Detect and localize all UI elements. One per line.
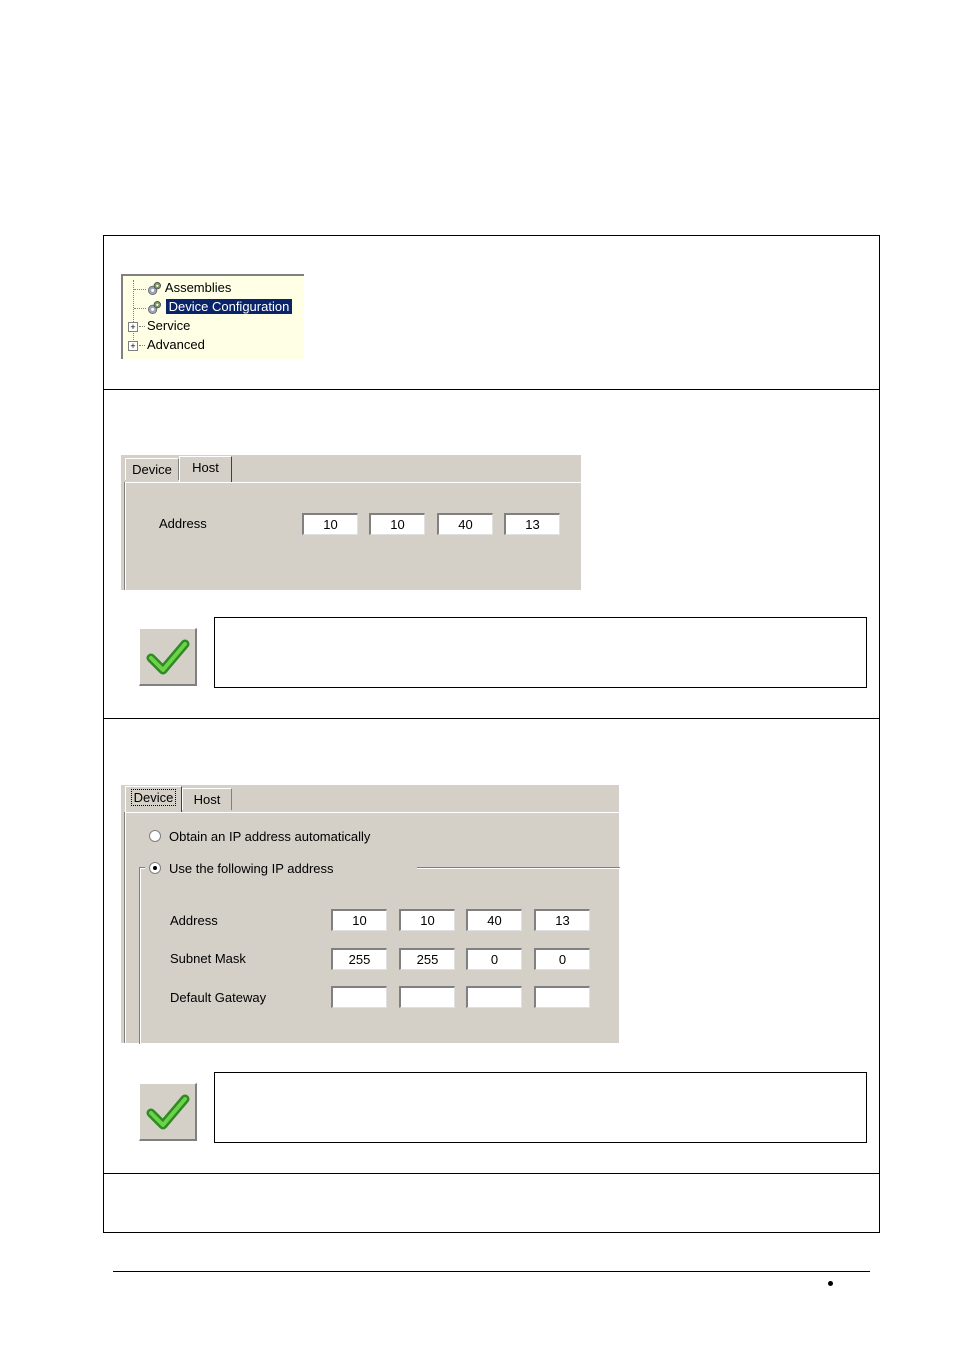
subnet-mask-label: Subnet Mask (170, 951, 246, 966)
address-octet-2[interactable]: 10 (369, 513, 425, 535)
footer-rule (113, 1271, 870, 1272)
gateway-octet-1[interactable] (331, 986, 387, 1008)
tree-item-assemblies[interactable] (147, 279, 231, 297)
address-octet-3[interactable]: 40 (466, 909, 522, 931)
tab-host[interactable]: Host (182, 788, 232, 810)
expand-icon[interactable]: + (128, 341, 138, 351)
tab-label: Device (131, 789, 177, 806)
default-gateway-label: Default Gateway (170, 990, 267, 1005)
tree-item-advanced[interactable] (147, 336, 205, 354)
confirm-button[interactable] (139, 628, 197, 686)
gear-icon (147, 281, 162, 296)
gateway-octet-2[interactable] (399, 986, 455, 1008)
address-octet-4[interactable]: 13 (534, 909, 590, 931)
tree-item-label: Service (147, 318, 191, 333)
tree-line (139, 345, 145, 346)
tree-item-label: Assemblies (164, 280, 232, 295)
footer-bullet (828, 1281, 833, 1286)
host-settings-panel (121, 455, 581, 590)
tab-content-border (125, 482, 581, 483)
address-octet-1[interactable]: 10 (331, 909, 387, 931)
note-box (214, 1072, 867, 1143)
device-settings-panel (121, 785, 619, 1043)
tree-line (139, 326, 145, 327)
tab-host[interactable]: Host (179, 456, 232, 482)
tab-content-border (125, 812, 619, 813)
address-label: Address (159, 516, 207, 531)
check-icon (141, 1085, 195, 1139)
row-divider (103, 1173, 880, 1174)
tab-content-border (125, 812, 126, 1043)
check-icon (141, 630, 195, 684)
navigation-tree (121, 274, 304, 359)
tree-item-service[interactable] (147, 317, 190, 335)
tab-device[interactable] (125, 786, 182, 812)
radio-use-following[interactable] (149, 862, 161, 874)
radio-obtain-automatically[interactable] (149, 830, 161, 842)
tree-line (134, 308, 146, 309)
address-octet-4[interactable]: 13 (504, 513, 560, 535)
subnet-octet-3[interactable]: 0 (466, 948, 522, 970)
subnet-octet-2[interactable]: 255 (399, 948, 455, 970)
tree-line (134, 289, 146, 290)
radio-obtain-label: Obtain an IP address automatically (169, 829, 371, 844)
subnet-octet-4[interactable]: 0 (534, 948, 590, 970)
radio-use-following-label: Use the following IP address (169, 861, 334, 876)
tab-content-border (125, 482, 126, 590)
gear-icon (147, 300, 162, 315)
note-box (214, 617, 867, 688)
radio-selected-dot (153, 866, 157, 870)
address-label: Address (170, 913, 218, 928)
row-divider (103, 718, 880, 719)
address-octet-1[interactable]: 10 (302, 513, 358, 535)
row-divider (103, 389, 880, 390)
subnet-octet-1[interactable]: 255 (331, 948, 387, 970)
address-octet-2[interactable]: 10 (399, 909, 455, 931)
tab-device[interactable]: Device (125, 458, 179, 480)
gateway-octet-4[interactable] (534, 986, 590, 1008)
tree-item-label: Advanced (147, 337, 205, 352)
address-octet-3[interactable]: 40 (437, 513, 493, 535)
tree-item-label: Device Configuration (166, 299, 293, 314)
confirm-button[interactable] (139, 1083, 197, 1141)
tree-item-device-configuration[interactable] (147, 298, 292, 316)
gateway-octet-3[interactable] (466, 986, 522, 1008)
expand-icon[interactable]: + (128, 322, 138, 332)
